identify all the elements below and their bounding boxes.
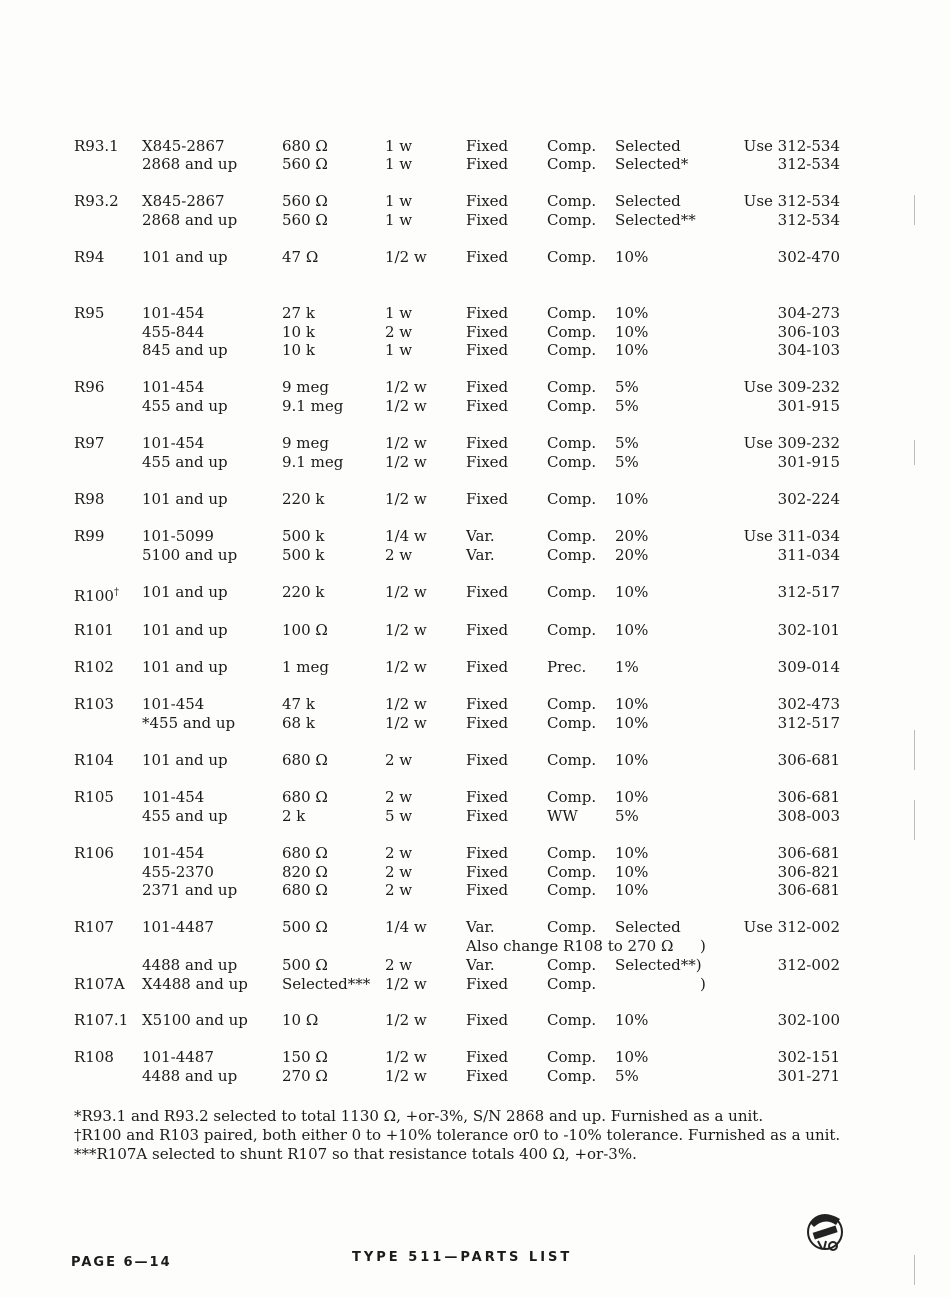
tolerance: 1% — [615, 658, 639, 676]
tolerance: Selected — [615, 918, 681, 936]
table-row — [0, 546, 950, 565]
resistor-type: Fixed — [466, 490, 509, 508]
table-row — [0, 1048, 950, 1067]
part-number: Use 312-534 — [743, 137, 840, 155]
tolerance: 10% — [615, 248, 649, 266]
resistor-type: Fixed — [466, 434, 509, 452]
footnote-3: ***R107A selected to shunt R107 so that resistance totals 400 Ω, +or-3%. — [74, 1145, 637, 1163]
table-row — [0, 248, 950, 267]
resistance-value: 10 k — [282, 341, 315, 359]
wattage: 1/2 w — [385, 695, 427, 713]
wattage: 1/2 w — [385, 1067, 427, 1085]
resistor-type: Fixed — [466, 211, 509, 229]
wattage: 1/2 w — [385, 1048, 427, 1066]
serial-range: 101-454 — [142, 844, 205, 862]
table-row — [0, 453, 950, 472]
construction: Comp. — [547, 341, 597, 359]
serial-range: 101 and up — [142, 658, 228, 676]
wattage: 1/2 w — [385, 658, 427, 676]
tolerance: 10% — [615, 490, 649, 508]
part-number: 308-003 — [777, 807, 840, 825]
ref-designator: R101 — [74, 621, 114, 639]
footnote-mark: † — [113, 587, 119, 598]
part-number: Use 311-034 — [743, 527, 840, 545]
tolerance: 10% — [615, 1048, 649, 1066]
tolerance: 10% — [615, 304, 649, 322]
serial-range: 101 and up — [142, 248, 228, 266]
construction: Comp. — [547, 695, 597, 713]
tolerance: 5% — [615, 1067, 639, 1085]
resistor-type: Fixed — [466, 621, 509, 639]
ref-designator: R96 — [74, 378, 105, 396]
construction: Prec. — [547, 658, 587, 676]
table-row — [0, 844, 950, 863]
serial-range: 101-454 — [142, 695, 205, 713]
wattage: 1 w — [385, 341, 413, 359]
construction: Comp. — [547, 434, 597, 452]
serial-range: *455 and up — [142, 714, 236, 732]
table-row — [0, 937, 950, 956]
table-row — [0, 807, 950, 826]
construction: Comp. — [547, 546, 597, 564]
part-number: 302-101 — [777, 621, 840, 639]
serial-range: 101 and up — [142, 583, 228, 601]
part-number: 306-103 — [777, 323, 840, 341]
footnote-2: †R100 and R103 paired, both either 0 to +10% tolerance or0 to -10% tolerance. Furnished as a unit. — [74, 1126, 841, 1144]
construction: Comp. — [547, 378, 597, 396]
serial-range: 455-844 — [142, 323, 205, 341]
table-row — [0, 751, 950, 770]
resistance-value: 680 Ω — [282, 137, 328, 155]
resistance-value: 680 Ω — [282, 751, 328, 769]
part-number: 306-681 — [777, 788, 840, 806]
ref-designator: R93.2 — [74, 192, 119, 210]
resistor-type: Fixed — [466, 378, 509, 396]
table-row — [0, 583, 950, 605]
part-number: 302-473 — [777, 695, 840, 713]
table-row — [0, 155, 950, 174]
serial-range: 5100 and up — [142, 546, 238, 564]
wattage: 2 w — [385, 323, 413, 341]
resistance-value: 500 Ω — [282, 918, 328, 936]
part-number: 309-014 — [777, 658, 840, 676]
wattage: 1 w — [385, 137, 413, 155]
serial-range: 455 and up — [142, 397, 228, 415]
resistance-value: 500 k — [282, 527, 325, 545]
table-row — [0, 863, 950, 882]
ref-designator: R97 — [74, 434, 105, 452]
serial-range: 455-2370 — [142, 863, 214, 881]
serial-range: 2371 and up — [142, 881, 238, 899]
wattage: 1 w — [385, 304, 413, 322]
construction: Comp. — [547, 192, 597, 210]
part-number: Use 312-002 — [743, 918, 840, 936]
tolerance: Selected* — [615, 155, 689, 173]
resistor-type: Fixed — [466, 248, 509, 266]
resistance-value: 10 k — [282, 323, 315, 341]
wattage: 1/2 w — [385, 397, 427, 415]
part-number: 306-821 — [777, 863, 840, 881]
table-row — [0, 304, 950, 323]
tolerance: Selected** — [615, 211, 696, 229]
wattage: 2 w — [385, 788, 413, 806]
serial-range: X845-2867 — [142, 192, 225, 210]
table-row — [0, 378, 950, 397]
construction: Comp. — [547, 714, 597, 732]
resistance-value: 500 Ω — [282, 956, 328, 974]
resistor-type: Fixed — [466, 714, 509, 732]
resistance-value: 560 Ω — [282, 192, 328, 210]
resistor-type: Fixed — [466, 658, 509, 676]
resistor-type: Fixed — [466, 341, 509, 359]
resistance-value: 680 Ω — [282, 844, 328, 862]
tolerance: 10% — [615, 341, 649, 359]
resistance-value: 220 k — [282, 490, 325, 508]
resistor-type: Fixed — [466, 1048, 509, 1066]
resistor-type: Fixed — [466, 155, 509, 173]
resistance-value: Selected*** — [282, 975, 371, 993]
page-number: PAGE 6—14 — [71, 1255, 172, 1270]
table-row — [0, 1011, 950, 1030]
ref-designator: R107A — [74, 975, 125, 993]
ref-designator: R108 — [74, 1048, 114, 1066]
resistor-type: Var. — [466, 956, 495, 974]
resistance-value: 68 k — [282, 714, 315, 732]
wattage: 2 w — [385, 546, 413, 564]
wattage: 1/2 w — [385, 583, 427, 601]
table-row — [0, 658, 950, 677]
tolerance: 10% — [615, 881, 649, 899]
serial-range: 4488 and up — [142, 956, 238, 974]
construction: Comp. — [547, 155, 597, 173]
tolerance: 10% — [615, 323, 649, 341]
tolerance: 5% — [615, 378, 639, 396]
tolerance: 10% — [615, 583, 649, 601]
part-number: 306-681 — [777, 881, 840, 899]
part-number: 301-271 — [777, 1067, 840, 1085]
part-number: 312-534 — [777, 155, 840, 173]
construction: Comp. — [547, 918, 597, 936]
tektronix-logo-icon — [800, 1205, 850, 1255]
tolerance: 5% — [615, 453, 639, 471]
tolerance: 5% — [615, 807, 639, 825]
part-number: Use 309-232 — [743, 378, 840, 396]
serial-range: 2868 and up — [142, 155, 238, 173]
table-row — [0, 881, 950, 900]
construction: Comp. — [547, 844, 597, 862]
resistance-value: 560 Ω — [282, 155, 328, 173]
construction: Comp. — [547, 248, 597, 266]
serial-range: 101-454 — [142, 788, 205, 806]
page-edge-mark — [914, 800, 915, 840]
construction: Comp. — [547, 1011, 597, 1029]
bracket-mark: ) — [700, 937, 706, 955]
wattage: 2 w — [385, 956, 413, 974]
table-row — [0, 211, 950, 230]
construction: Comp. — [547, 1048, 597, 1066]
serial-range: 845 and up — [142, 341, 228, 359]
page-edge-mark — [914, 195, 915, 225]
tolerance: Selected — [615, 137, 681, 155]
table-row — [0, 621, 950, 640]
part-number: 306-681 — [777, 844, 840, 862]
table-row — [0, 434, 950, 453]
resistance-value: 500 k — [282, 546, 325, 564]
ref-designator: R98 — [74, 490, 105, 508]
serial-range: 455 and up — [142, 807, 228, 825]
tolerance: 10% — [615, 695, 649, 713]
table-row — [0, 527, 950, 546]
tolerance: Selected**) — [615, 956, 702, 974]
ref-designator: R95 — [74, 304, 105, 322]
serial-range: X5100 and up — [142, 1011, 248, 1029]
wattage: 1/2 w — [385, 714, 427, 732]
construction: Comp. — [547, 1067, 597, 1085]
resistor-type: Var. — [466, 527, 495, 545]
resistor-type: Fixed — [466, 304, 509, 322]
page-edge-mark — [914, 440, 915, 465]
resistor-type: Var. — [466, 918, 495, 936]
wattage: 2 w — [385, 751, 413, 769]
resistor-type: Fixed — [466, 192, 509, 210]
ref-designator: R106 — [74, 844, 114, 862]
page-title: TYPE 511—PARTS LIST — [352, 1250, 573, 1265]
resistance-value: 820 Ω — [282, 863, 328, 881]
resistance-value: 47 Ω — [282, 248, 319, 266]
serial-range: 101 and up — [142, 490, 228, 508]
tolerance: 5% — [615, 397, 639, 415]
note-text: Also change R108 to 270 Ω — [466, 937, 674, 955]
wattage: 2 w — [385, 844, 413, 862]
serial-range: 101 and up — [142, 751, 228, 769]
resistance-value: 47 k — [282, 695, 315, 713]
construction: Comp. — [547, 881, 597, 899]
tolerance: 10% — [615, 1011, 649, 1029]
ref-designator: R100† — [74, 587, 119, 605]
table-row — [0, 918, 950, 937]
ref-designator: R99 — [74, 527, 105, 545]
part-number: Use 312-534 — [743, 192, 840, 210]
table-row — [0, 975, 950, 994]
table-row — [0, 695, 950, 714]
resistor-type: Var. — [466, 546, 495, 564]
part-number: 302-100 — [777, 1011, 840, 1029]
wattage: 1/2 w — [385, 1011, 427, 1029]
construction: Comp. — [547, 211, 597, 229]
table-row — [0, 714, 950, 733]
construction: WW — [547, 807, 578, 825]
tolerance: 10% — [615, 844, 649, 862]
part-number: 312-534 — [777, 211, 840, 229]
part-number: 304-273 — [777, 304, 840, 322]
construction: Comp. — [547, 397, 597, 415]
resistor-type: Fixed — [466, 975, 509, 993]
serial-range: 101-454 — [142, 378, 205, 396]
tolerance: 10% — [615, 751, 649, 769]
part-number: 311-034 — [777, 546, 840, 564]
construction: Comp. — [547, 975, 597, 993]
resistor-type: Fixed — [466, 788, 509, 806]
resistor-type: Fixed — [466, 583, 509, 601]
table-row — [0, 956, 950, 975]
footnotes — [74, 1107, 874, 1164]
construction: Comp. — [547, 527, 597, 545]
tolerance: Selected — [615, 192, 681, 210]
serial-range: 455 and up — [142, 453, 228, 471]
resistor-type: Fixed — [466, 453, 509, 471]
resistance-value: 1 meg — [282, 658, 330, 676]
table-row — [0, 397, 950, 416]
serial-range: 101 and up — [142, 621, 228, 639]
footnote-1: *R93.1 and R93.2 selected to total 1130 Ω, +or-3%, S/N 2868 and up. Furnished as a unit. — [74, 1107, 764, 1125]
part-number: 312-517 — [777, 714, 840, 732]
table-row — [0, 137, 950, 156]
serial-range: 101-454 — [142, 434, 205, 452]
ref-designator: R105 — [74, 788, 114, 806]
part-number: 302-151 — [777, 1048, 840, 1066]
serial-range: X845-2867 — [142, 137, 225, 155]
table-row — [0, 788, 950, 807]
resistance-value: 560 Ω — [282, 211, 328, 229]
serial-range: 101-5099 — [142, 527, 214, 545]
wattage: 1 w — [385, 155, 413, 173]
page-edge-mark — [914, 1255, 915, 1285]
ref-designator: R104 — [74, 751, 114, 769]
resistor-type: Fixed — [466, 695, 509, 713]
resistor-type: Fixed — [466, 1067, 509, 1085]
ref-designator: R103 — [74, 695, 114, 713]
construction: Comp. — [547, 863, 597, 881]
construction: Comp. — [547, 956, 597, 974]
part-number: 304-103 — [777, 341, 840, 359]
tolerance: 20% — [615, 527, 649, 545]
resistance-value: 220 k — [282, 583, 325, 601]
resistor-type: Fixed — [466, 751, 509, 769]
part-number: 312-002 — [777, 956, 840, 974]
resistor-type: Fixed — [466, 1011, 509, 1029]
resistor-type: Fixed — [466, 807, 509, 825]
tolerance: 10% — [615, 621, 649, 639]
wattage: 1/2 w — [385, 621, 427, 639]
resistor-type: Fixed — [466, 844, 509, 862]
resistance-value: 150 Ω — [282, 1048, 328, 1066]
wattage: 1 w — [385, 192, 413, 210]
wattage: 1/2 w — [385, 378, 427, 396]
construction: Comp. — [547, 323, 597, 341]
resistance-value: 9.1 meg — [282, 453, 344, 471]
ref-designator: R102 — [74, 658, 114, 676]
tolerance: 20% — [615, 546, 649, 564]
serial-range: 101-4487 — [142, 918, 214, 936]
wattage: 1/2 w — [385, 434, 427, 452]
serial-range: 2868 and up — [142, 211, 238, 229]
tolerance: 10% — [615, 863, 649, 881]
serial-range: 101-454 — [142, 304, 205, 322]
part-number: 302-470 — [777, 248, 840, 266]
wattage: 1 w — [385, 211, 413, 229]
resistor-type: Fixed — [466, 137, 509, 155]
construction: Comp. — [547, 751, 597, 769]
page-edge-mark — [914, 730, 915, 770]
resistance-value: 10 Ω — [282, 1011, 319, 1029]
tolerance: 10% — [615, 714, 649, 732]
resistance-value: 9 meg — [282, 434, 330, 452]
resistance-value: 270 Ω — [282, 1067, 328, 1085]
table-row — [0, 323, 950, 342]
table-row — [0, 490, 950, 509]
wattage: 1/2 w — [385, 490, 427, 508]
tolerance: 10% — [615, 788, 649, 806]
resistance-value: 100 Ω — [282, 621, 328, 639]
construction: Comp. — [547, 788, 597, 806]
part-number: 306-681 — [777, 751, 840, 769]
construction: Comp. — [547, 453, 597, 471]
resistance-value: 680 Ω — [282, 881, 328, 899]
resistance-value: 680 Ω — [282, 788, 328, 806]
resistance-value: 27 k — [282, 304, 315, 322]
wattage: 1/2 w — [385, 248, 427, 266]
construction: Comp. — [547, 583, 597, 601]
ref-designator: R107.1 — [74, 1011, 129, 1029]
part-number: 301-915 — [777, 453, 840, 471]
wattage: 2 w — [385, 881, 413, 899]
ref-designator: R107 — [74, 918, 114, 936]
tolerance: 5% — [615, 434, 639, 452]
wattage: 1/2 w — [385, 453, 427, 471]
wattage: 1/4 w — [385, 527, 427, 545]
part-number: 302-224 — [777, 490, 840, 508]
part-number: Use 309-232 — [743, 434, 840, 452]
resistance-value: 2 k — [282, 807, 306, 825]
wattage: 5 w — [385, 807, 413, 825]
resistor-type: Fixed — [466, 881, 509, 899]
table-row — [0, 341, 950, 360]
ref-designator: R94 — [74, 248, 105, 266]
wattage: 1/2 w — [385, 975, 427, 993]
wattage: 1/4 w — [385, 918, 427, 936]
resistance-value: 9.1 meg — [282, 397, 344, 415]
part-number: 301-915 — [777, 397, 840, 415]
construction: Comp. — [547, 621, 597, 639]
construction: Comp. — [547, 137, 597, 155]
bracket-mark: ) — [700, 975, 706, 993]
resistor-type: Fixed — [466, 863, 509, 881]
serial-range: 101-4487 — [142, 1048, 214, 1066]
resistor-type: Fixed — [466, 323, 509, 341]
wattage: 2 w — [385, 863, 413, 881]
resistance-value: 9 meg — [282, 378, 330, 396]
part-number: 312-517 — [777, 583, 840, 601]
ref-designator: R93.1 — [74, 137, 119, 155]
construction: Comp. — [547, 304, 597, 322]
resistor-type: Fixed — [466, 397, 509, 415]
construction: Comp. — [547, 490, 597, 508]
table-row — [0, 192, 950, 211]
serial-range: 4488 and up — [142, 1067, 238, 1085]
serial-range: X4488 and up — [142, 975, 248, 993]
table-row — [0, 1067, 950, 1086]
